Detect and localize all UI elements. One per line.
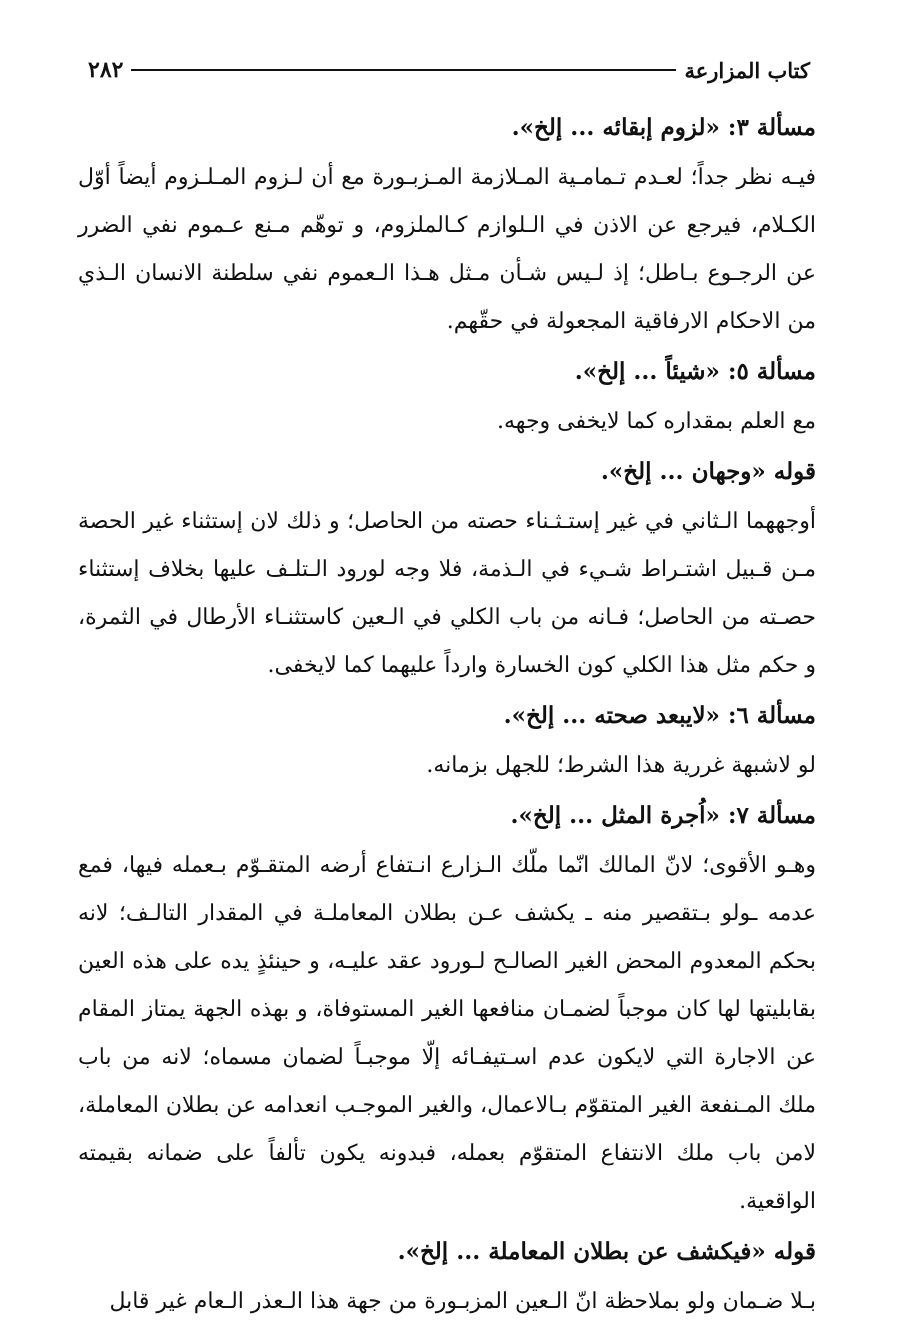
section-heading: قوله «وجهان ... إلخ». [600,458,816,485]
running-title: كتاب المزارعة [684,57,810,83]
section-heading: قوله «فيكشف عن بطلان المعاملة ... إلخ». [397,1238,816,1265]
section-heading: مسألة ٣: «لزوم إبقائه ... إلخ». [511,114,816,141]
page-body [78,102,816,1326]
book-page [78,40,816,1314]
page-header [78,50,816,90]
section-heading: مسألة ٧: «اُجرة المثل ... إلخ». [510,802,816,829]
paragraph: لو لاشبهة غررية هذا الشرط؛ للجهل بزمانه. [426,753,816,778]
page-number: ٢٨٢ [88,57,124,83]
section-heading: مسألة ٦: «لايبعد صحته ... إلخ». [503,702,816,729]
header-rule [131,69,676,71]
paragraph: فيـه نظر جداً؛ لعـدم تـمامـية المـلازمة المـزبـورة مع أن لـزوم المـلـزوم أيضاً أوّل الكـلام، فيرجع عن الاذن في الـلوازم كـالملزوم، و توهّم مـنع عـموم نفي الضرر عن الرجـوع بـاطل؛ إذ لـيس شـأن مـثل هـذا الـعموم نفي سلطنة الانسان الـذي من الاحكام الارفاقية المجعولة في حقّهم. [78,165,816,334]
paragraph: وهـو الأقوى؛ لانّ المالك انّما ملّك الـزارع انـتفاع أرضه المتقـوّم بـعمله فيها، فمع عدمه ـولو بـتقصير منه ـ يكشف عـن بطلان المعاملـة في المقدار التالـف؛ لانه بحكم المعدوم المحض الغير الصالـح لـورود عقد عليـه، و حينئذٍ يده على هذه العين بقابليتها لها كان موجباً لضمـان منافعها الغير المستوفاة، و بهذه الجهة يمتاز المقام عن الاجارة التي لايكون عدم اسـتيفـائه إلّا موجبـاً لضمان مسماه؛ لانه من باب ملك المـنفعة الغير المتقوّم بـالاعمال، والغير الموجـب انعدامه عن بطلان المعاملة، لامن باب ملك الانتفاع المتقوّم بعمله، فبدونه يكون تألفاً على ضمانه بقيمته الواقعية. [78,853,816,1214]
paragraph: مع العلم بمقداره كما لايخفى وجهه. [497,409,816,434]
section-heading: مسألة ٥: «شيئاً ... إلخ». [574,358,816,385]
paragraph: أوجههما الـثاني في غير إستـثـناء حصته من الحاصل؛ و ذلك لان إستثناء غير الحصة مـن قـبيل اشتـراط شـيء في الـذمة، فلا وجه لورود الـتلـف عليها بخلاف إستثناء حصـته من الحاصل؛ فـانه من باب الكلي في الـعين كاستثنـاء الأرطال في الثمرة، و حكم مثل هذا الكلي كون الخسارة وارداً عليهما كما لايخفى. [78,509,816,678]
paragraph: بـلا ضـمان ولو بملاحظة انّ الـعين المزبـورة من جهة هذا الـعذر الـعام غير قابل [109,1289,816,1314]
